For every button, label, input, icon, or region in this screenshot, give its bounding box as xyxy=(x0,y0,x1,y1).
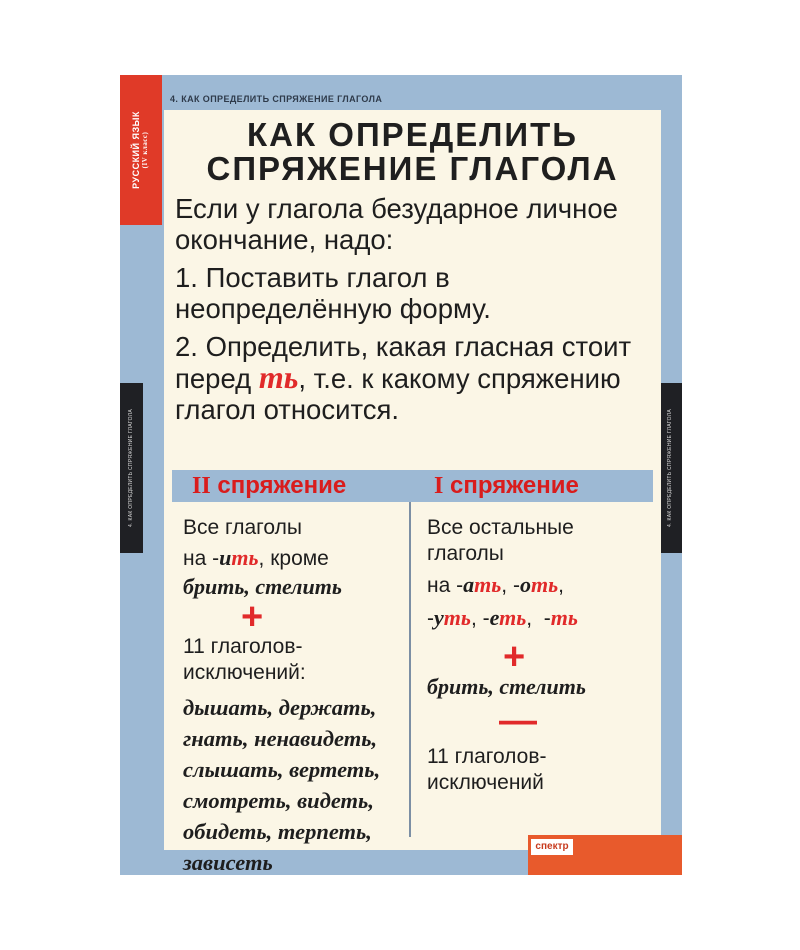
left-stem: и xyxy=(219,545,232,570)
first-roman: I xyxy=(434,473,444,499)
instructions xyxy=(175,193,655,432)
right-a: а xyxy=(463,572,475,597)
right-examples: брить, стелить xyxy=(427,674,586,699)
intro-paragraph: Если у глагола безударное личное окончание, надо: xyxy=(175,193,618,255)
right-o-end: ть xyxy=(530,572,559,597)
publisher-footer xyxy=(528,835,682,875)
right-u-end: ть xyxy=(443,605,471,630)
second-conjugation-header xyxy=(192,470,346,502)
title-line-1: КАК ОПРЕДЕЛИТЬ xyxy=(247,116,578,153)
right-a-end: ть xyxy=(474,572,502,597)
right-t-end: ть xyxy=(550,605,578,630)
poster-paper xyxy=(164,110,661,875)
second-roman: II xyxy=(192,473,211,499)
second-word: спряжение xyxy=(210,472,347,499)
left-prefix: на - xyxy=(183,547,220,570)
right-strip-text: 4. КАК ОПРЕДЕЛИТЬ СПРЯЖЕНИЕ ГЛАГОЛА xyxy=(667,409,673,527)
ending-marker: ть xyxy=(258,359,299,395)
poster-number-title: 4. КАК ОПРЕДЕЛИТЬ СПРЯЖЕНИЕ ГЛАГОЛА xyxy=(170,94,383,104)
right-sep-3: , - xyxy=(526,607,551,630)
first-conjugation-header xyxy=(434,470,579,502)
plus-sign: + xyxy=(241,596,264,638)
left-examples: брить, стелить xyxy=(183,574,342,599)
subject-tab-text xyxy=(132,111,150,189)
right-comma: , xyxy=(558,574,564,597)
left-suffix: , кроме xyxy=(258,547,329,570)
left-ending: ть xyxy=(231,545,259,570)
step-2 xyxy=(175,331,655,425)
left-exceptions-label: 11 глаголов-исключений: xyxy=(183,635,306,684)
left-line-1: Все глаголы xyxy=(183,516,302,539)
title-line-2: СПРЯЖЕНИЕ ГЛАГОЛА xyxy=(206,150,619,187)
step-1: 1. Поставить глагол в неопределённую форму. xyxy=(175,262,491,324)
right-e-end: ть xyxy=(499,605,527,630)
left-line-2 xyxy=(183,545,405,572)
first-word: спряжение xyxy=(443,472,579,499)
first-conjugation-column xyxy=(427,515,652,796)
right-sep-1: , - xyxy=(501,574,520,597)
poster xyxy=(120,75,682,875)
right-line-1: Все остальные глаголы xyxy=(427,516,574,565)
right-line-3 xyxy=(427,572,652,599)
column-divider xyxy=(409,502,411,837)
minus-sign: — xyxy=(499,700,537,742)
right-u: у xyxy=(434,605,444,630)
conjugation-header-bar xyxy=(172,470,653,502)
right-exceptions: 11 глаголов-исключений xyxy=(427,745,547,794)
step-2-end: , т.е. к какому спряжению глагол относится. xyxy=(175,363,621,425)
left-binding-strip xyxy=(120,383,143,553)
left-strip-text: 4. КАК ОПРЕДЕЛИТЬ СПРЯЖЕНИЕ ГЛАГОЛА xyxy=(128,409,134,527)
right-e: е xyxy=(489,605,500,630)
page-title xyxy=(164,118,661,186)
publisher-logo: спектр xyxy=(531,839,573,855)
second-conjugation-column xyxy=(183,515,405,878)
right-line-4 xyxy=(427,605,652,632)
right-prefix: на - xyxy=(427,574,464,597)
right-o: о xyxy=(519,572,531,597)
right-dash: - xyxy=(427,607,434,630)
step-2-start: 2. Определить, какая гласная стоит перед xyxy=(175,331,632,394)
exception-verbs: дышать, держать, гнать, ненавидеть, слышать, вертеть, смотреть, видеть, обидеть, терпеть, зависеть xyxy=(183,695,381,875)
right-binding-strip xyxy=(659,383,682,553)
subject-label: РУССКИЙ ЯЗЫК xyxy=(131,111,142,189)
right-sep-2: , - xyxy=(470,607,490,630)
right-plus-sign: + xyxy=(503,636,526,678)
grade-label: (IV класс) xyxy=(141,131,150,169)
subject-tab xyxy=(120,75,162,225)
